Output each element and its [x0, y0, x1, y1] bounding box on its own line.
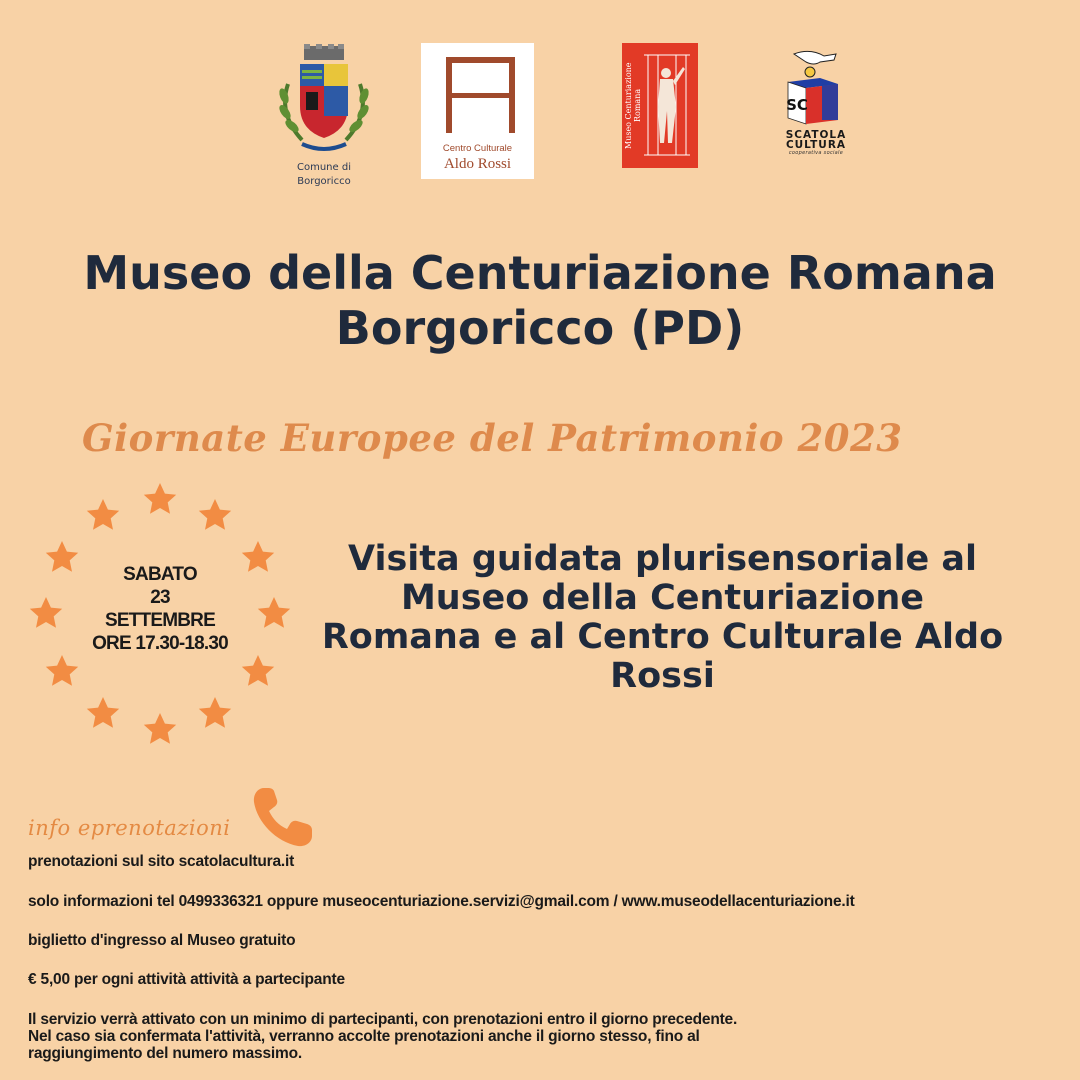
note-line-1: Il servizio verrà attivato con un minimo di partecipanti, con prenotazioni entro il giorno precedente. [28, 1011, 738, 1028]
comune-caption-2: Borgoricco [297, 176, 351, 187]
event-line-2: Museo della Centuriazione [400, 578, 925, 618]
info-booking: prenotazioni sul sito scatolacultura.it [28, 853, 295, 870]
logo-comune-borgoricco [272, 44, 376, 187]
event-line-1: Visita guidata plurisensoriale al [347, 539, 977, 579]
info-price: € 5,00 per ogni attività attività a partecipante [28, 971, 345, 988]
date-month: SETTEMBRE [105, 610, 215, 631]
coat-of-arms-icon [272, 44, 376, 156]
phone-icon [250, 784, 316, 850]
title-line-1: Museo della Centuriazione Romana [83, 246, 997, 300]
date-number: 23 [150, 587, 170, 608]
event-line-3: Romana e al Centro Culturale Aldo [321, 617, 1004, 657]
note-line-3: raggiungimento del numero massimo. [28, 1045, 302, 1062]
info-note [28, 1011, 1058, 1062]
date-time: ORE 17.30-18.30 [92, 633, 228, 654]
title-line-2: Borgoricco (PD) [335, 301, 745, 355]
scatola-line3: cooperativa sociale [788, 150, 844, 156]
cube-bulb-icon [776, 48, 856, 126]
date-day: SABATO [123, 564, 197, 585]
event-line-4: Rossi [610, 656, 715, 696]
scatola-line2: CULTURA [785, 139, 847, 151]
scatola-line1: SCATOLA [785, 129, 847, 141]
museo-logo-text: Museo Centuriazione Romana [624, 62, 642, 149]
page-title [0, 246, 1080, 356]
aldo-rossi-line2: Aldo Rossi [443, 156, 512, 172]
aldo-rossi-line1: Centro Culturale [442, 143, 513, 154]
event-date [60, 563, 260, 655]
event-description [290, 540, 1035, 696]
event-series-subtitle: Giornate Europee del Patrimonio 2023 [82, 416, 903, 460]
svg-text:SC: SC [786, 96, 808, 114]
roman-statue-icon [638, 47, 696, 164]
aldo-rossi-chair-icon [421, 43, 534, 143]
logo-centro-aldo-rossi [421, 43, 534, 179]
comune-caption-1: Comune di [297, 162, 351, 173]
info-contacts: solo informazioni tel 0499336321 oppure museocenturiazione.servizi@gmail.com / www.museodellacenturiazione.it [28, 893, 855, 910]
logo-museo-centuriazione [622, 43, 698, 168]
note-line-2: Nel caso sia confermata l'attività, verranno accolte prenotazioni anche il giorno stesso, fino al [28, 1028, 700, 1045]
logo-scatola-cultura [776, 48, 856, 170]
info-heading: info eprenotazioni [28, 816, 231, 840]
info-ticket: biglietto d'ingresso al Museo gratuito [28, 932, 296, 949]
